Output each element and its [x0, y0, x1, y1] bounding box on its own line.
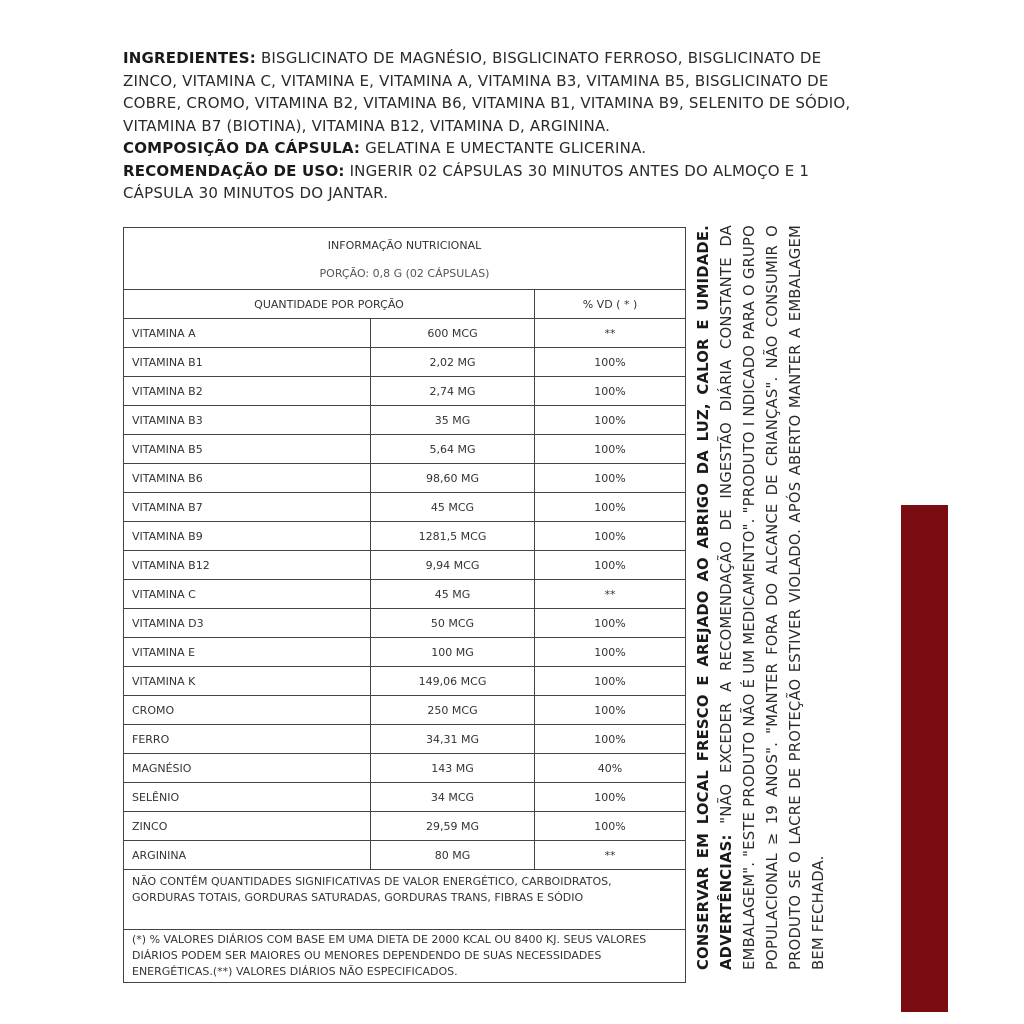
nutrient-row	[124, 812, 686, 841]
nutrient-name: VITAMINA B2	[124, 377, 371, 406]
nutrient-quantity: 34,31 MG	[371, 725, 535, 754]
nutrient-quantity: 45 MG	[371, 580, 535, 609]
nutrient-quantity: 2,74 MG	[371, 377, 535, 406]
nutrient-quantity: 35 MG	[371, 406, 535, 435]
nutrient-daily-value: **	[535, 580, 686, 609]
nutrient-name: VITAMINA D3	[124, 609, 371, 638]
capsule-label: COMPOSIÇÃO DA CÁPSULA:	[123, 139, 361, 157]
table-title: INFORMAÇÃO NUTRICIONAL	[327, 239, 482, 252]
nutrient-quantity: 250 MCG	[371, 696, 535, 725]
nutrition-facts-table	[123, 227, 686, 983]
nutrient-daily-value: 100%	[535, 377, 686, 406]
nutrient-row	[124, 377, 686, 406]
nutrient-name: VITAMINA B3	[124, 406, 371, 435]
nutrient-daily-value: 100%	[535, 783, 686, 812]
nutrient-daily-value: 100%	[535, 667, 686, 696]
portion-size: PORÇÃO: 0,8 G (02 CÁPSULAS)	[319, 267, 490, 280]
nutrient-daily-value: 100%	[535, 348, 686, 377]
nutrient-quantity: 600 MCG	[371, 319, 535, 348]
nutrient-daily-value: 100%	[535, 725, 686, 754]
nutrient-row	[124, 725, 686, 754]
nutrient-name: FERRO	[124, 725, 371, 754]
ingredients-paragraph	[123, 47, 863, 137]
warnings-label: ADVERTÊNCIAS:	[718, 834, 735, 970]
nutrient-name: VITAMINA B1	[124, 348, 371, 377]
nutrient-row	[124, 696, 686, 725]
column-header-daily-value: % VD ( * )	[535, 290, 686, 319]
nutrient-quantity: 50 MCG	[371, 609, 535, 638]
nutrient-row	[124, 348, 686, 377]
nutrient-row	[124, 435, 686, 464]
nutrient-quantity: 45 MCG	[371, 493, 535, 522]
nutrient-daily-value: 40%	[535, 754, 686, 783]
nutrient-daily-value: 100%	[535, 812, 686, 841]
nutrient-row	[124, 667, 686, 696]
ingredients-block	[123, 47, 863, 205]
nutrient-quantity: 29,59 MG	[371, 812, 535, 841]
column-header-quantity: QUANTIDADE POR PORÇÃO	[124, 290, 535, 319]
nutrient-quantity: 80 MG	[371, 841, 535, 870]
nutrient-daily-value: **	[535, 319, 686, 348]
capsule-paragraph	[123, 137, 863, 160]
nutrient-name: VITAMINA B6	[124, 464, 371, 493]
nutrient-quantity: 98,60 MG	[371, 464, 535, 493]
usage-text: INGERIR 02 CÁPSULAS 30 MINUTOS ANTES DO ALMOÇO E 1 CÁPSULA 30 MINUTOS DO JANTAR.	[123, 161, 810, 202]
nutrient-row	[124, 841, 686, 870]
nutrient-name: VITAMINA K	[124, 667, 371, 696]
table-header-cell	[124, 228, 686, 290]
nutrient-row	[124, 638, 686, 667]
nutrient-name: MAGNÉSIO	[124, 754, 371, 783]
nutrient-quantity: 149,06 MCG	[371, 667, 535, 696]
nutrient-row	[124, 609, 686, 638]
usage-label: RECOMENDAÇÃO DE USO:	[123, 161, 345, 180]
nutrient-daily-value: 100%	[535, 435, 686, 464]
capsule-text: GELATINA E UMECTANTE GLICERINA.	[365, 139, 647, 157]
nutrient-quantity: 143 MG	[371, 754, 535, 783]
nutrient-name: VITAMINA A	[124, 319, 371, 348]
daily-values-note: (*) % VALORES DIÁRIOS COM BASE EM UMA DIETA DE 2000 KCAL OU 8400 KJ. SEUS VALORES DIÁRIOS PODEM SER MAIORES OU MENORES DEPENDENDO DE SUAS NECESSIDADES ENERGÉTICAS.(**) VALORES DIÁRIOS NÃO ESPECIFICADOS.	[124, 930, 686, 983]
warnings-text: "NÃO EXCEDER A RECOMENDAÇÃO DE INGESTÃO DIÁRIA CONSTANTE DA EMBALAGEM". "ESTE PRODUTO NÃO É UM MEDICAMENTO". "PRODUTO I NDICADO PARA O GRUPO POPULACIONAL ≥ 19 ANOS". "MANTER FORA DO ALCANCE DE CRIANÇAS". NÃO CONSUMIR O PRODUTO SE O LACRE DE PROTEÇÃO ESTIVER VIOLADO. APÓS ABERTO MANTER A EMBALAGEM BEM FECHADA.	[718, 225, 827, 970]
nutrient-name: VITAMINA B7	[124, 493, 371, 522]
nutrient-row	[124, 406, 686, 435]
nutrient-row	[124, 580, 686, 609]
accent-color-bar	[901, 505, 948, 1012]
nutrient-row	[124, 319, 686, 348]
nutrient-daily-value: 100%	[535, 522, 686, 551]
nutrient-daily-value: 100%	[535, 551, 686, 580]
nutrient-quantity: 34 MCG	[371, 783, 535, 812]
nutrient-name: VITAMINA E	[124, 638, 371, 667]
nutrient-quantity: 2,02 MG	[371, 348, 535, 377]
nutrient-name: ARGININA	[124, 841, 371, 870]
insignificant-note: NÃO CONTÊM QUANTIDADES SIGNIFICATIVAS DE VALOR ENERGÉTICO, CARBOIDRATOS, GORDURAS TOTAIS, GORDURAS SATURADAS, GORDURAS TRANS, FIBRAS E SÓDIO	[124, 870, 686, 930]
usage-paragraph	[123, 160, 863, 205]
nutrient-row	[124, 783, 686, 812]
nutrient-daily-value: 100%	[535, 609, 686, 638]
nutrient-row	[124, 551, 686, 580]
nutrient-quantity: 5,64 MG	[371, 435, 535, 464]
nutrient-daily-value: 100%	[535, 638, 686, 667]
nutrient-daily-value: 100%	[535, 493, 686, 522]
nutrient-quantity: 1281,5 MCG	[371, 522, 535, 551]
ingredients-label: INGREDIENTES:	[123, 49, 256, 67]
nutrient-name: ZINCO	[124, 812, 371, 841]
storage-warnings-block	[692, 225, 852, 970]
nutrient-row	[124, 493, 686, 522]
nutrient-name: VITAMINA C	[124, 580, 371, 609]
storage-instructions: CONSERVAR EM LOCAL FRESCO E AREJADO AO ABRIGO DA LUZ, CALOR E UMIDADE.	[695, 225, 712, 970]
nutrient-daily-value: 100%	[535, 406, 686, 435]
nutrient-quantity: 100 MG	[371, 638, 535, 667]
nutrient-row	[124, 522, 686, 551]
nutrient-rows	[124, 319, 686, 870]
nutrient-name: SELÊNIO	[124, 783, 371, 812]
ingredients-text: BISGLICINATO DE MAGNÉSIO, BISGLICINATO FERROSO, BISGLICINATO DE ZINCO, VITAMINA C, VITAMINA E, VITAMINA A, VITAMINA B3, VITAMINA B5, BISGLICINATO DE COBRE, CROMO, VITAMINA B2, VITAMINA B6, VITAMINA B1, VITAMINA B9, SELENITO DE SÓDIO, VITAMINA B7 (BIOTINA), VITAMINA B12, VITAMINA D, ARGININA.	[123, 49, 851, 135]
nutrient-daily-value: 100%	[535, 696, 686, 725]
nutrient-name: CROMO	[124, 696, 371, 725]
nutrient-quantity: 9,94 MCG	[371, 551, 535, 580]
nutrient-row	[124, 754, 686, 783]
nutrient-name: VITAMINA B5	[124, 435, 371, 464]
nutrient-daily-value: 100%	[535, 464, 686, 493]
nutrient-daily-value: **	[535, 841, 686, 870]
nutrient-name: VITAMINA B9	[124, 522, 371, 551]
nutrient-name: VITAMINA B12	[124, 551, 371, 580]
nutrient-row	[124, 464, 686, 493]
